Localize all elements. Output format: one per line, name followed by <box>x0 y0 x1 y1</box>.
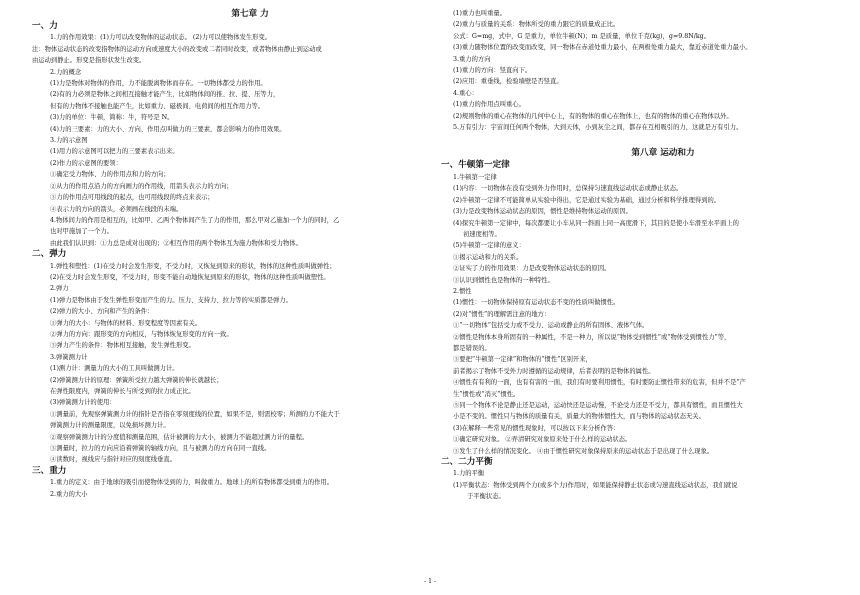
text-line: 在弹性限度内，弹簧的伸长与所受到的拉力成正比。 <box>50 388 195 395</box>
text-line: (3)在解释一些常见的惯性现象时，可以按以下来分析作答： <box>453 424 620 432</box>
text-line: (3)弹簧测力计的使用： <box>50 399 116 407</box>
text-line: ⑤同一个物体不论是静止还是运动，运动快还是运动慢，不论受力还是不受力，都具有惯性，而且惯性大 <box>453 402 743 409</box>
text-line: (1)弹力是物体由于发生弹性形变而产生的力。压力、支持力、拉力等的实质都是弹力。 <box>50 296 292 304</box>
section-gap <box>453 133 833 147</box>
section-heading: 一、牛顿第一定律 <box>441 160 510 171</box>
text-line: 都是错误的。 <box>453 344 491 352</box>
text-line: (2)应用：重垂线，检验墙壁是否竖直。 <box>453 78 563 86</box>
text-line: ①揭示运动和力的关系。 <box>453 253 523 261</box>
text-line: ②弹力的方向：跟形变的方向相反，与物体恢复形变的方向一致。 <box>50 330 233 338</box>
text-line: ②观察弹簧测力计的分度值和测量范围，估计被测的力大小，被测力不能超过测力计的量程。 <box>50 433 309 441</box>
text-line: ③要把“牛顿第一定律”和物体的“惯性”区别开来， <box>453 356 592 364</box>
text-line: ②从力的作用点沿力的方向画力的作用线，用箭头表示力的方向； <box>50 182 233 190</box>
text-line: (1)用力的示意图可以把力的三要素表示出来。 <box>50 148 179 156</box>
text-line: (3)力的单位：牛顿，简称：牛，符号是 N。 <box>50 114 174 122</box>
text-line: 于平衡状态。 <box>467 493 505 501</box>
text-line: ③测量时，拉力的方向应沿着弹簧的轴线方向，且与被测力的方向在同一直线。 <box>50 445 271 453</box>
text-line: ④惯性有有利的一面，也有有害的一面，我们有时要利用惯性，有时要防止惯性带来的危害，但并不是“产 <box>453 379 746 387</box>
text-line: (4)探究牛顿第一定律中，每次都要让小车从同一斜面上同一高度滑下，其目的是使小车滑至水平面上的 <box>453 219 739 227</box>
text-line: ③认识到惯性也是物体的一种特性。 <box>453 276 554 284</box>
chapter-title: 第八章 运动和力 <box>631 148 695 159</box>
section-heading: 二、弹力 <box>32 249 67 260</box>
text-line: 弹簧测力计的测量限度，以免损坏测力计。 <box>50 422 170 430</box>
text-line: (5)牛顿第一定律的意义： <box>453 242 525 250</box>
left-column <box>32 8 428 500</box>
text-line: (2)有的力必须是物体之间相互接触才能产生，比如物体间的推、拉、提、压等力， <box>50 91 280 99</box>
text-line: ①“一切物体”包括受力或不受力、运动或静止的所有固体、液体气体。 <box>453 322 649 330</box>
text-line: 2.力的概念 <box>50 68 82 76</box>
text-line: 5.万有引力：宇宙间任何两个物体，大到天体，小到灰尘之间，都存在互相吸引的力，这就是万有引力。 <box>453 124 743 132</box>
text-line: (1)内容：一切物体在没有受到外力作用时，总保持匀速直线运动状态或静止状态。 <box>453 185 683 193</box>
text-line: (1)重力的方向：竖直向下。 <box>453 67 532 75</box>
text-line: ②惯性是物体本身所固有的一种属性，不是一种力，所以说“物体受到惯性”或“物体受到惯性力”等， <box>453 333 731 341</box>
text-line: (1)力是物体对物体的作用，力不能脱离物体而存在。一切物体都受力的作用。 <box>50 80 267 88</box>
text-line: (2)作力的示意图的要领： <box>50 159 122 167</box>
text-line: 由此我们认识到：①力总是成对出现的；②相互作用的两个物体互为施力物体和受力物体。 <box>50 239 302 247</box>
text-line: (3)力是改变物体运动状态的原因，惯性是维持物体运动的原因。 <box>453 208 632 216</box>
text-line: ③弹力产生的条件：物体相互接触，发生弹性形变。 <box>50 342 195 350</box>
text-line: (2)牛顿第一定律不可能简单从实验中得出，它是通过实验为基础，通过分析和科学推理得到的。 <box>453 196 721 204</box>
text-line: 1.牛顿第一定律 <box>453 173 497 181</box>
text-line: (1)惯性：一切物体保持原有运动状态不变的性质叫做惯性。 <box>453 299 620 307</box>
right-column <box>441 8 833 503</box>
text-line: (1)重力也叫重量。 <box>453 10 506 17</box>
text-line: 但有的力物体不接触也能产生，比如重力、磁极间、电荷间的相互作用力等。 <box>50 102 265 110</box>
text-line: 也对甲施加了一个力。 <box>50 228 113 236</box>
chapter-title: 第七章 力 <box>231 9 269 19</box>
text-line: ②证实了力的作用效果：力是改变物体运动状态的原因。 <box>453 265 611 273</box>
text-line: (2)重力与质量的关系：物体所受的重力跟它的质量成正比。 <box>453 21 620 29</box>
text-line: 4.物体间力的作用是相互的，比如甲、乙两个物体间产生了力的作用，那么甲对乙施加一个力的同时，乙 <box>50 216 340 224</box>
text-line: (2)弹簧测力计的原理：弹簧所受拉力越大弹簧的伸长就越长； <box>50 376 223 384</box>
text-line: ①确定研究对象。 ②弄清研究对象原来处于什么样的运动状态。 <box>453 436 632 444</box>
text-line: ①测量前，先观察弹簧测力计的指针是否指在零刻度线的位置，如果不是，则需校零；所测的力不能大于 <box>50 410 340 418</box>
text-line: ④表示力的方向的箭头，必须画在线段的末端。 <box>50 205 183 213</box>
text-line: 2.弹力 <box>50 285 69 293</box>
text-line: (1)测力计：测量力的大小的工具叫做测力计。 <box>50 365 179 373</box>
text-line: 公式：G=mg，式中，G 是重力，单位牛顿(N)；m 是质量，单位千克(kg)，g=9.8N/kg。 <box>453 32 711 40</box>
text-line: 生”惯性或“消灭”惯性。 <box>453 390 520 398</box>
text-line: 小是不变的。惯性只与物体的质量有关，质量大的物体惯性大，而与物体的运动状态无关。 <box>453 413 705 421</box>
text-line: 2.重力的大小 <box>50 490 88 498</box>
page-number: - 1 - <box>424 578 436 585</box>
text-line: (4)力的三要素：力的大小、方向、作用点叫做力的三要素，都会影响力的作用效果。 <box>50 125 286 133</box>
text-line: 3.力的示意图 <box>50 137 88 145</box>
text-line: ③发生了什么样的情况变化。 ④由于惯性研究对象保持原来的运动状态于是出现了什么现象。 <box>453 447 714 455</box>
text-line: (2)规则物体的重心在物体的几何中心上，有的物体的重心在物体上，也有的物体的重心在物体以外。 <box>453 112 733 120</box>
text-line: 初速度相等。 <box>463 230 501 238</box>
text-line: (2)对“惯性”的理解需注意的地方： <box>453 310 551 318</box>
text-line: 前者揭示了物体不受外力时遵循的运动规律，后者表明的是物体的属性。 <box>453 367 655 375</box>
text-line: ①弹力的大小：与物体的材料、形变程度等因素有关。 <box>50 319 202 327</box>
text-line: (1)平衡状态：物体受到两个力(或多个力)作用时，如果能保持静止状态或匀速直线运动状态，我们就说 <box>453 481 738 489</box>
section-heading: 二、二力平衡 <box>441 457 493 468</box>
text-line: (1)重力的作用点叫重心。 <box>453 101 525 109</box>
text-line: 4.重心： <box>453 89 478 97</box>
text-line: 3.弹簧测力计 <box>50 353 88 361</box>
text-line: 1.力的平衡 <box>453 470 485 478</box>
section-heading: 一、力 <box>32 21 58 31</box>
text-line: 注：物体运动状态的改变指物体的运动方向或速度大小的改变或二者同时改变，或者物体由静止到运动或 <box>32 45 322 53</box>
text-line: 2.惯性 <box>453 287 472 295</box>
text-line: (2)弹力的大小、方向和产生的条件： <box>50 308 154 316</box>
text-line: ①确定受力物体、力的作用点和力的方向； <box>50 171 170 179</box>
text-line: 1.重力的定义：由于地球的吸引而使物体受到的力，叫做重力。地球上的所有物体都受到重力的作用。 <box>50 479 334 487</box>
text-line: 由运动到静止。形变是指形状发生改变。 <box>32 57 146 65</box>
text-line: 1.力的作用效果：(1)力可以改变物体的运动状态。 (2)力可以使物体发生形变。 <box>50 34 272 42</box>
text-line: (3)重力随物体位置的改变而改变，同一物体在赤道处重力最小，在两极处重力最大，靠近赤道处重力最小。 <box>453 44 752 52</box>
text-line: 3.重力的方向 <box>453 55 491 63</box>
text-line: ③力的作用点可用线段的起点，也可用线段的终点来表示； <box>50 194 214 202</box>
text-line: ④读数时，视线应与指针对应的刻度线垂直。 <box>50 456 176 464</box>
section-heading: 三、重力 <box>32 465 67 476</box>
text-line: 1.弹性和塑性：(1)在受力时会发生形变，不受力时，又恢复到原来的形状，物体的这种性质叫做弹性； <box>50 262 336 270</box>
text-line: (2)在受力时会发生形变，不受力时，形变不能自动地恢复到原来的形状，物体的这种性质叫做塑性。 <box>50 273 330 281</box>
